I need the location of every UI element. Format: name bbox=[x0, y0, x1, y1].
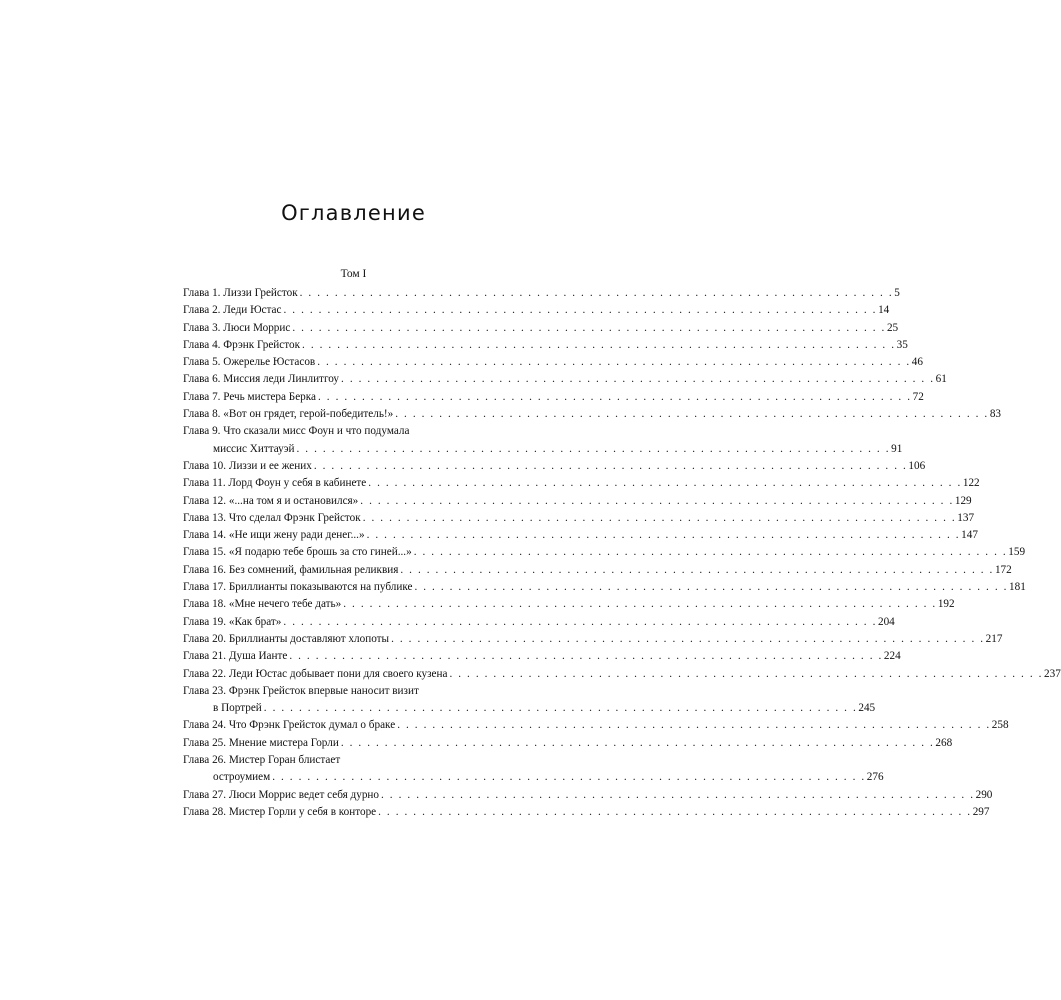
page-number: 61 bbox=[935, 373, 947, 386]
page-number: 129 bbox=[954, 494, 972, 507]
chapter-title: остроумием bbox=[213, 771, 271, 784]
dot-leader: . . . . . . . . . . . . . . . . . . . . . . . . . . . . . . . . . . . . . . . . . . . . . . . . . . . . . . . . . . . . . . . . . . . . bbox=[318, 390, 912, 403]
dot-leader: . . . . . . . . . . . . . . . . . . . . . . . . . . . . . . . . . . . . . . . . . . . . . . . . . . . . . . . . . . . . . . . . . . . . bbox=[397, 719, 991, 732]
toc-entry-line bbox=[183, 804, 990, 821]
toc-entry bbox=[183, 475, 980, 492]
chapter-title: Глава 27. Люси Моррис ведет себя дурно bbox=[183, 788, 380, 801]
toc-entry bbox=[183, 423, 903, 458]
toc-entry bbox=[183, 562, 1012, 579]
toc-entry bbox=[183, 804, 990, 821]
toc-entry-continuation bbox=[183, 441, 903, 458]
dot-leader: . . . . . . . . . . . . . . . . . . . . . . . . . . . . . . . . . . . . . . . . . . . . . . . . . . . . . . . . . . . . . . . . . . . . bbox=[289, 650, 883, 663]
page-number: 217 bbox=[985, 632, 1003, 645]
volume-heading: Том I bbox=[340, 268, 367, 280]
dot-leader: . . . . . . . . . . . . . . . . . . . . . . . . . . . . . . . . . . . . . . . . . . . . . . . . . . . . . . . . . . . . . . . . . . . . bbox=[414, 581, 1009, 594]
page-number: 268 bbox=[935, 736, 953, 749]
toc-entry bbox=[183, 354, 923, 371]
chapter-title: Глава 10. Лиззи и ее жених bbox=[183, 459, 312, 472]
chapter-title: Глава 4. Фрэнк Грейсток bbox=[183, 338, 301, 351]
toc-entry bbox=[183, 389, 924, 406]
toc-entry bbox=[183, 320, 899, 337]
dot-leader: . . . . . . . . . . . . . . . . . . . . . . . . . . . . . . . . . . . . . . . . . . . . . . . . . . . . . . . . . . . . . . . . . . . . bbox=[263, 702, 858, 715]
chapter-title: Глава 14. «Не ищи жену ради денег...» bbox=[183, 529, 365, 542]
toc-entry bbox=[183, 683, 876, 718]
chapter-title: Глава 20. Бриллианты доставляют хлопоты bbox=[183, 632, 390, 645]
chapter-title: Глава 23. Фрэнк Грейсток впервые наносит визит bbox=[183, 684, 419, 697]
toc-entry bbox=[183, 579, 1026, 596]
dot-leader: . . . . . . . . . . . . . . . . . . . . . . . . . . . . . . . . . . . . . . . . . . . . . . . . . . . . . . . . . . . . . . . . . . . . bbox=[413, 546, 1008, 559]
toc-entry-line bbox=[183, 787, 993, 804]
chapter-title: Глава 16. Без сомнений, фамильная реликвия bbox=[183, 563, 399, 576]
chapter-title: Глава 9. Что сказали мисс Фоун и что подумала bbox=[183, 425, 410, 438]
table-of-contents bbox=[183, 285, 1061, 821]
chapter-title: Глава 11. Лорд Фоун у себя в кабинете bbox=[183, 477, 367, 490]
toc-entry-line bbox=[183, 337, 908, 354]
page-number: 35 bbox=[896, 338, 908, 351]
chapter-title: миссис Хиттауэй bbox=[213, 442, 295, 455]
toc-entry-line bbox=[183, 371, 947, 388]
toc-entry bbox=[183, 717, 1009, 734]
dot-leader: . . . . . . . . . . . . . . . . . . . . . . . . . . . . . . . . . . . . . . . . . . . . . . . . . . . . . . . . . . . . . . . . . . . . bbox=[292, 321, 886, 334]
dot-leader: . . . . . . . . . . . . . . . . . . . . . . . . . . . . . . . . . . . . . . . . . . . . . . . . . . . . . . . . . . . . . . . . . . . . bbox=[360, 494, 954, 507]
dot-leader: . . . . . . . . . . . . . . . . . . . . . . . . . . . . . . . . . . . . . . . . . . . . . . . . . . . . . . . . . . . . . . . . . . . . bbox=[381, 788, 975, 801]
page-number: 5 bbox=[894, 287, 900, 299]
chapter-title: Глава 25. Мнение мистера Горли bbox=[183, 736, 339, 749]
toc-entry-line bbox=[183, 752, 497, 769]
page-number: 14 bbox=[878, 304, 890, 317]
toc-entry-line bbox=[183, 389, 924, 406]
page-number: 137 bbox=[957, 511, 975, 524]
toc-entry-line bbox=[183, 631, 1003, 648]
page-title: Оглавление bbox=[281, 201, 426, 225]
toc-entry-line bbox=[183, 544, 1026, 561]
toc-entry bbox=[183, 371, 947, 388]
toc-entry-line bbox=[183, 666, 1061, 683]
toc-entry-line bbox=[183, 717, 1009, 734]
dot-leader: . . . . . . . . . . . . . . . . . . . . . . . . . . . . . . . . . . . . . . . . . . . . . . . . . . . . . . . . . . . . . . . . . . . . bbox=[378, 805, 972, 818]
page-number: 290 bbox=[975, 788, 993, 801]
toc-entry-line bbox=[183, 475, 980, 492]
toc-entry-line bbox=[183, 320, 899, 337]
dot-leader: . . . . . . . . . . . . . . . . . . . . . . . . . . . . . . . . . . . . . . . . . . . . . . . . . . . . . . . . . . . . . . . . . . . . bbox=[302, 338, 896, 351]
toc-entry bbox=[183, 285, 900, 302]
page-number: 181 bbox=[1009, 581, 1026, 594]
dot-leader: . . . . . . . . . . . . . . . . . . . . . . . . . . . . . . . . . . . . . . . . . . . . . . . . . . . . . . . . . . . . . . . . . . . . bbox=[343, 598, 937, 611]
chapter-title: Глава 15. «Я подарю тебе брошь за сто гиней...» bbox=[183, 546, 412, 559]
dot-leader: . . . . . . . . . . . . . . . . . . . . . . . . . . . . . . . . . . . . . . . . . . . . . . . . . . . . . . . . . . . . . . . . . . . . bbox=[366, 529, 961, 542]
dot-leader: . . . . . . . . . . . . . . . . . . . . . . . . . . . . . . . . . . . . . . . . . . . . . . . . . . . . . . . . . . . . . . . . . . . . bbox=[449, 667, 1044, 680]
toc-entry bbox=[183, 735, 953, 752]
toc-entry-line bbox=[183, 493, 972, 510]
page-number: 83 bbox=[989, 408, 1002, 421]
page-number: 204 bbox=[877, 615, 895, 628]
page-number: 147 bbox=[961, 529, 978, 542]
chapter-title: Глава 19. «Как брат» bbox=[183, 615, 282, 628]
dot-leader: . . . . . . . . . . . . . . . . . . . . . . . . . . . . . . . . . . . . . . . . . . . . . . . . . . . . . . . . . . . . . . . . . . . . bbox=[313, 459, 908, 472]
dot-leader: . . . . . . . . . . . . . . . . . . . . . . . . . . . . . . . . . . . . . . . . . . . . . . . . . . . . . . . . . . . . . . . . . . . . bbox=[341, 373, 935, 386]
toc-entry bbox=[183, 302, 890, 319]
toc-entry bbox=[183, 752, 884, 787]
toc-entry bbox=[183, 631, 1003, 648]
toc-entry-line bbox=[183, 527, 978, 544]
toc-entry bbox=[183, 666, 1061, 683]
toc-entry-line bbox=[183, 354, 923, 371]
page-number: 46 bbox=[911, 356, 923, 369]
page-number: 172 bbox=[994, 563, 1012, 576]
toc-entry-line bbox=[183, 302, 890, 319]
chapter-title: Глава 28. Мистер Горли у себя в конторе bbox=[183, 805, 377, 818]
toc-entry-line bbox=[183, 735, 953, 752]
page-number: 237 bbox=[1044, 667, 1061, 680]
dot-leader: . . . . . . . . . . . . . . . . . . . . . . . . . . . . . . . . . . . . . . . . . . . . . . . . . . . . . . . . . . . . . . . . . . . . bbox=[317, 356, 911, 369]
dot-leader: . . . . . . . . . . . . . . . . . . . . . . . . . . . . . . . . . . . . . . . . . . . . . . . . . . . . . . . . . . . . . . . . . . . . bbox=[296, 442, 891, 455]
dot-leader: . . . . . . . . . . . . . . . . . . . . . . . . . . . . . . . . . . . . . . . . . . . . . . . . . . . . . . . . . . . . . . . . . . . . bbox=[272, 771, 866, 784]
dot-leader: . . . . . . . . . . . . . . . . . . . . . . . . . . . . . . . . . . . . . . . . . . . . . . . . . . . . . . . . . . . . . . . . . . . . bbox=[368, 477, 962, 490]
chapter-title: Глава 6. Миссия леди Линлитгоу bbox=[183, 373, 340, 386]
chapter-title: Глава 2. Леди Юстас bbox=[183, 304, 282, 317]
toc-entry-continuation bbox=[183, 769, 884, 786]
chapter-title: Глава 7. Речь мистера Берка bbox=[183, 390, 317, 403]
page-number: 224 bbox=[883, 650, 901, 663]
toc-entry bbox=[183, 406, 1002, 423]
toc-entry-line bbox=[183, 648, 901, 665]
toc-entry bbox=[183, 527, 978, 544]
toc-entry bbox=[183, 337, 908, 354]
toc-entry-line bbox=[183, 285, 900, 302]
chapter-title: Глава 12. «...на том я и остановился» bbox=[183, 494, 359, 507]
toc-entry bbox=[183, 787, 993, 804]
page-number: 159 bbox=[1008, 546, 1026, 559]
page-number: 245 bbox=[858, 702, 876, 715]
toc-entry-line bbox=[183, 423, 497, 440]
chapter-title: в Портрей bbox=[213, 702, 262, 715]
page-number: 91 bbox=[891, 442, 903, 455]
toc-entry bbox=[183, 493, 972, 510]
page-number: 276 bbox=[866, 771, 884, 784]
chapter-title: Глава 17. Бриллианты показываются на публике bbox=[183, 581, 413, 594]
toc-entry-line bbox=[183, 579, 1026, 596]
chapter-title: Глава 5. Ожерелье Юстасов bbox=[183, 356, 316, 369]
toc-entry bbox=[183, 614, 895, 631]
toc-entry bbox=[183, 596, 955, 613]
toc-entry bbox=[183, 544, 1026, 561]
chapter-title: Глава 3. Люси Моррис bbox=[183, 321, 291, 334]
toc-entry-line bbox=[183, 510, 975, 527]
toc-entry-line bbox=[183, 683, 497, 700]
page-number: 72 bbox=[912, 390, 924, 403]
page-number: 192 bbox=[937, 598, 955, 611]
page-number: 106 bbox=[908, 459, 926, 472]
dot-leader: . . . . . . . . . . . . . . . . . . . . . . . . . . . . . . . . . . . . . . . . . . . . . . . . . . . . . . . . . . . . . . . . . . . . bbox=[395, 408, 989, 421]
chapter-title: Глава 1. Лиззи Грейсток bbox=[183, 287, 298, 299]
dot-leader: . . . . . . . . . . . . . . . . . . . . . . . . . . . . . . . . . . . . . . . . . . . . . . . . . . . . . . . . . . . . . . . . . . . . bbox=[283, 615, 877, 628]
dot-leader: . . . . . . . . . . . . . . . . . . . . . . . . . . . . . . . . . . . . . . . . . . . . . . . . . . . . . . . . . . . . . . . . . . . . bbox=[391, 632, 985, 645]
toc-entry-line bbox=[183, 406, 1002, 423]
page-number: 25 bbox=[886, 321, 899, 334]
toc-entry bbox=[183, 648, 901, 665]
chapter-title: Глава 22. Леди Юстас добывает пони для своего кузена bbox=[183, 667, 448, 680]
dot-leader: . . . . . . . . . . . . . . . . . . . . . . . . . . . . . . . . . . . . . . . . . . . . . . . . . . . . . . . . . . . . . . . . . . . . bbox=[283, 304, 878, 317]
toc-entry-line bbox=[183, 562, 1012, 579]
toc-entry bbox=[183, 458, 926, 475]
page-number: 122 bbox=[962, 477, 980, 490]
chapter-title: Глава 21. Душа Ианте bbox=[183, 650, 288, 663]
page-number: 297 bbox=[972, 805, 990, 818]
toc-entry-line bbox=[183, 596, 955, 613]
toc-entry-line bbox=[183, 614, 895, 631]
dot-leader: . . . . . . . . . . . . . . . . . . . . . . . . . . . . . . . . . . . . . . . . . . . . . . . . . . . . . . . . . . . . . . . . . . . . bbox=[299, 287, 894, 299]
dot-leader: . . . . . . . . . . . . . . . . . . . . . . . . . . . . . . . . . . . . . . . . . . . . . . . . . . . . . . . . . . . . . . . . . . . . bbox=[400, 563, 994, 576]
chapter-title: Глава 24. Что Фрэнк Грейсток думал о браке bbox=[183, 719, 396, 732]
toc-entry bbox=[183, 510, 975, 527]
dot-leader: . . . . . . . . . . . . . . . . . . . . . . . . . . . . . . . . . . . . . . . . . . . . . . . . . . . . . . . . . . . . . . . . . . . . bbox=[340, 736, 935, 749]
chapter-title: Глава 8. «Вот он грядет, герой-победитель!» bbox=[183, 408, 394, 421]
page-number: 258 bbox=[991, 719, 1009, 732]
toc-entry-line bbox=[183, 458, 926, 475]
chapter-title: Глава 18. «Мне нечего тебе дать» bbox=[183, 598, 342, 611]
toc-entry-continuation bbox=[183, 700, 876, 717]
dot-leader: . . . . . . . . . . . . . . . . . . . . . . . . . . . . . . . . . . . . . . . . . . . . . . . . . . . . . . . . . . . . . . . . . . . . bbox=[362, 511, 957, 524]
chapter-title: Глава 13. Что сделал Фрэнк Грейсток bbox=[183, 511, 361, 524]
chapter-title: Глава 26. Мистер Горан блистает bbox=[183, 754, 341, 767]
